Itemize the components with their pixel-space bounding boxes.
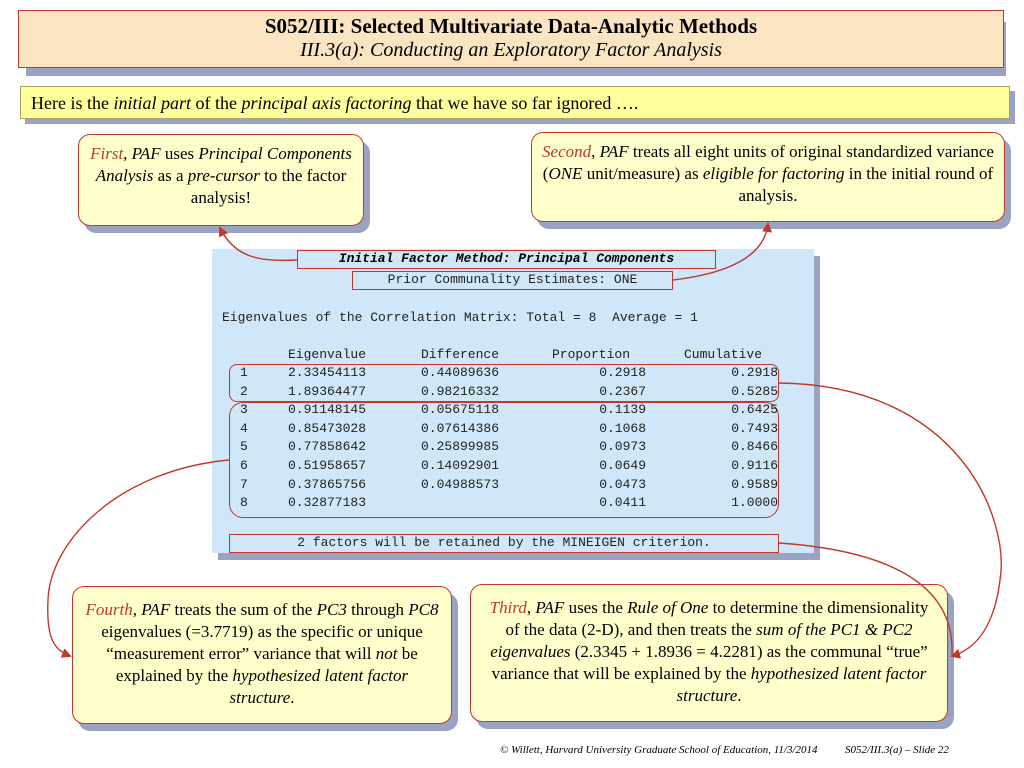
second-paf: PAF bbox=[599, 142, 629, 161]
table-cell-diff: 0.04988573 bbox=[421, 476, 500, 492]
table-cell-eig: 0.77858642 bbox=[288, 439, 367, 455]
table-cell-diff: 0.07614386 bbox=[421, 420, 500, 436]
intro-text-1: Here is the bbox=[31, 93, 114, 113]
second-text-4: in the initial round of analysis. bbox=[738, 164, 994, 205]
fourth-italic-2: PC8 bbox=[408, 600, 439, 619]
table-cell-n: 5 bbox=[240, 439, 248, 455]
table-cell-diff: 0.44089636 bbox=[421, 365, 500, 380]
table-cell-eig: 0.51958657 bbox=[288, 458, 367, 473]
arrow-prior-to-second bbox=[673, 224, 768, 280]
arrow-rows12-to-third bbox=[779, 383, 1001, 656]
table-cell-eig: 0.37865756 bbox=[288, 476, 367, 492]
retained-factors-note: 2 factors will be retained by the MINEIGEN criterion. bbox=[297, 535, 711, 550]
third-text-2: uses the bbox=[564, 598, 628, 617]
first-italic-2: pre-cursor bbox=[187, 166, 260, 185]
table-cell-cum: 0.8466 bbox=[731, 439, 778, 455]
table-cell-prop: 0.2367 bbox=[599, 383, 646, 399]
col-header-cumulative: Cumulative bbox=[684, 347, 763, 362]
intro-text-4: principal axis factoring bbox=[241, 93, 412, 113]
table-cell-n: 2 bbox=[240, 383, 248, 399]
second-text-3: unit/measure) as bbox=[582, 164, 703, 183]
third-text-1: , bbox=[526, 598, 536, 617]
table-cell-prop: 0.2918 bbox=[599, 365, 646, 380]
arrow-rows38-to-fourth bbox=[48, 460, 229, 656]
second-text-2: treats all eight units of original standardized variance ( bbox=[542, 142, 994, 183]
table-cell-cum: 1.0000 bbox=[731, 495, 778, 511]
table-cell-diff: 0.25899985 bbox=[421, 439, 500, 455]
arrow-heading-to-first bbox=[220, 228, 297, 260]
footer bbox=[500, 744, 949, 756]
first-text-3: as a bbox=[153, 166, 188, 185]
fourth-italic-4: hypothesized latent factor structure bbox=[229, 666, 409, 707]
table-cell-prop: 0.0473 bbox=[599, 476, 646, 492]
fourth-text-3: through bbox=[346, 600, 409, 619]
table-cell-eig: 0.91148145 bbox=[288, 402, 367, 418]
fourth-text-1: , bbox=[132, 600, 142, 619]
footer-slide-number: S052/III.3(a) – Slide 22 bbox=[845, 744, 949, 756]
third-text-3: to determine the dimensionality of the data (2-D), and then treats the bbox=[505, 598, 929, 639]
second-lead: Second bbox=[542, 142, 592, 161]
fourth-paf: PAF bbox=[141, 600, 171, 619]
footer-credit: © Willett, Harvard University Graduate School of Education, 11/3/2014 bbox=[500, 744, 818, 756]
fourth-italic-1: PC3 bbox=[316, 600, 347, 619]
table-cell-cum: 0.9589 bbox=[731, 476, 778, 492]
first-paf: PAF bbox=[131, 144, 161, 163]
table-cell-n: 4 bbox=[240, 420, 248, 436]
prior-communality: Prior Communality Estimates: ONE bbox=[387, 272, 638, 287]
col-header-proportion: Proportion bbox=[552, 347, 631, 362]
fourth-text-4: eigenvalues (=3.7719) as the specific or unique “measurement error” variance that will bbox=[101, 622, 423, 663]
intro-text-2: initial part bbox=[113, 93, 191, 113]
second-italic-1: ONE bbox=[548, 164, 583, 183]
first-text-4: to the factor analysis! bbox=[190, 166, 347, 207]
fourth-italic-3: not bbox=[375, 644, 398, 663]
third-italic-3: hypothesized latent factor structure bbox=[676, 664, 927, 705]
intro-text-3: of the bbox=[190, 93, 242, 113]
fourth-text-6: . bbox=[290, 688, 295, 707]
first-italic-1: Principal Components Analysis bbox=[95, 144, 352, 185]
table-cell-n: 3 bbox=[240, 402, 248, 418]
slide-title: S052/III: Selected Multivariate Data-Analytic Methods bbox=[264, 14, 758, 38]
table-cell-diff: 0.14092901 bbox=[421, 458, 500, 473]
table-cell-eig: 0.32877183 bbox=[288, 495, 367, 511]
intro-text-5: that we have so far ignored …. bbox=[411, 93, 639, 113]
table-cell-diff: 0.98216332 bbox=[421, 383, 500, 399]
second-italic-2: eligible for factoring bbox=[702, 164, 845, 183]
table-cell-prop: 0.0973 bbox=[599, 439, 646, 455]
third-italic-1: Rule of One bbox=[627, 598, 709, 617]
table-cell-prop: 0.0649 bbox=[599, 458, 646, 473]
col-header-difference: Difference bbox=[421, 347, 500, 362]
col-header-eigenvalue: Eigenvalue bbox=[288, 347, 367, 362]
table-cell-n: 7 bbox=[240, 476, 248, 492]
table-cell-cum: 0.2918 bbox=[731, 365, 778, 380]
third-paf: PAF bbox=[535, 598, 565, 617]
third-text-4: (2.3345 + 1.8936 = 4.2281) as the communal “true” variance that will be explained by the bbox=[491, 642, 928, 683]
table-cell-prop: 0.1068 bbox=[599, 420, 646, 436]
table-cell-cum: 0.6425 bbox=[731, 402, 778, 418]
second-text-1: , bbox=[591, 142, 600, 161]
slide-subtitle: III.3(a): Conducting an Exploratory Factor Analysis bbox=[300, 39, 722, 61]
table-cell-diff: 0.05675118 bbox=[421, 402, 500, 418]
table-cell-cum: 0.5285 bbox=[731, 383, 778, 399]
table-cell-cum: 0.9116 bbox=[731, 458, 778, 473]
first-lead: First bbox=[90, 144, 124, 163]
third-lead: Third bbox=[489, 598, 527, 617]
fourth-text-5: be explained by the bbox=[115, 644, 418, 685]
first-text-2: uses bbox=[160, 144, 199, 163]
arrow-retained-to-third bbox=[779, 543, 952, 654]
table-cell-eig: 2.33454113 bbox=[288, 365, 367, 380]
table-cell-cum: 0.7493 bbox=[731, 420, 778, 436]
table-cell-eig: 1.89364477 bbox=[288, 383, 367, 399]
third-text-5: . bbox=[737, 686, 742, 705]
eigenvalues-title: Eigenvalues of the Correlation Matrix: Total = 8 Average = 1 bbox=[222, 310, 698, 325]
table-cell-n: 8 bbox=[240, 495, 248, 511]
output-heading: Initial Factor Method: Principal Components bbox=[338, 251, 675, 266]
table-cell-n: 6 bbox=[240, 458, 248, 473]
table-cell-n: 1 bbox=[240, 365, 248, 380]
table-cell-prop: 0.1139 bbox=[599, 402, 646, 418]
fourth-lead: Fourth bbox=[85, 600, 133, 619]
third-italic-2: sum of the PC1 & PC2 eigenvalues bbox=[490, 620, 913, 661]
first-text-1: , bbox=[123, 144, 132, 163]
fourth-text-2: treats the sum of the bbox=[170, 600, 317, 619]
table-cell-prop: 0.0411 bbox=[599, 495, 646, 511]
table-cell-eig: 0.85473028 bbox=[288, 420, 367, 436]
